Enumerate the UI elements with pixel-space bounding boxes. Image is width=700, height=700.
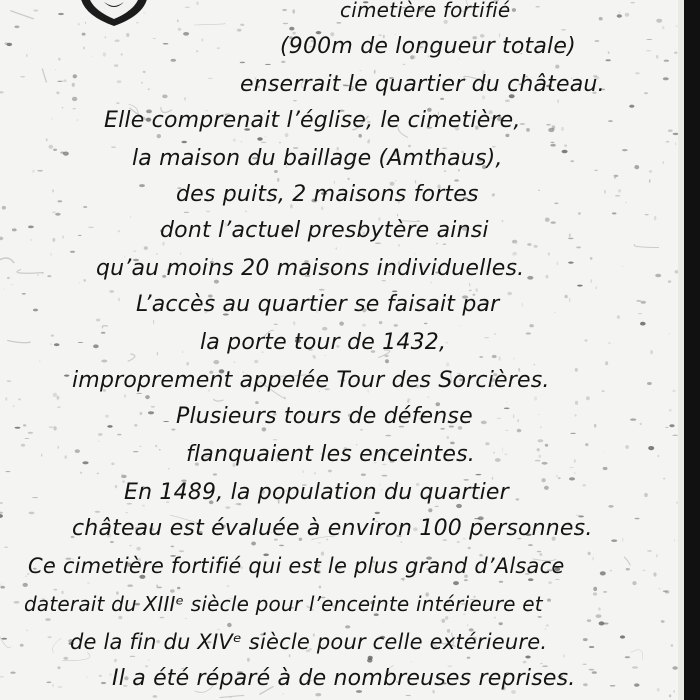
- inscription-line: L’accès au quartier se faisait par: [136, 292, 500, 317]
- inscription-line: Plusieurs tours de défense: [176, 404, 473, 429]
- plaque-frame-edge: [682, 0, 700, 700]
- inscription-line: Elle comprenait l’église, le cimetière,: [104, 108, 521, 133]
- inscription-line: flanquaient les enceintes.: [186, 442, 475, 467]
- inscription-line: cimetière fortifié: [340, 0, 511, 22]
- inscription-line: (900m de longueur totale): [280, 34, 576, 59]
- inscription-line: de la fin du XIVᵉ siècle pour celle extérieure.: [70, 630, 548, 654]
- inscription-line: château est évaluée à environ 100 personnes.: [72, 516, 593, 541]
- inscription-line: Il a été réparé à de nombreuses reprises.: [112, 666, 576, 691]
- inscription-line: la maison du baillage (Amthaus),: [132, 146, 503, 171]
- inscription-line: des puits, 2 maisons fortes: [176, 182, 479, 207]
- inscription-line: Ce cimetière fortifié qui est le plus grand d’Alsace: [28, 554, 565, 578]
- inscription-line: daterait du XIIIᵉ siècle pour l’enceinte intérieure et: [24, 592, 543, 616]
- inscription-line: improprement appelée Tour des Sorcières.: [72, 368, 550, 393]
- inscription-line: qu’au moins 20 maisons individuelles.: [96, 256, 525, 281]
- inscription-line: enserrait le quartier du château.: [240, 72, 605, 97]
- inscription-line: En 1489, la population du quartier: [124, 480, 509, 505]
- inscription-line: la porte tour de 1432,: [200, 330, 447, 355]
- inscription-line: dont l’actuel presbytère ainsi: [160, 218, 489, 243]
